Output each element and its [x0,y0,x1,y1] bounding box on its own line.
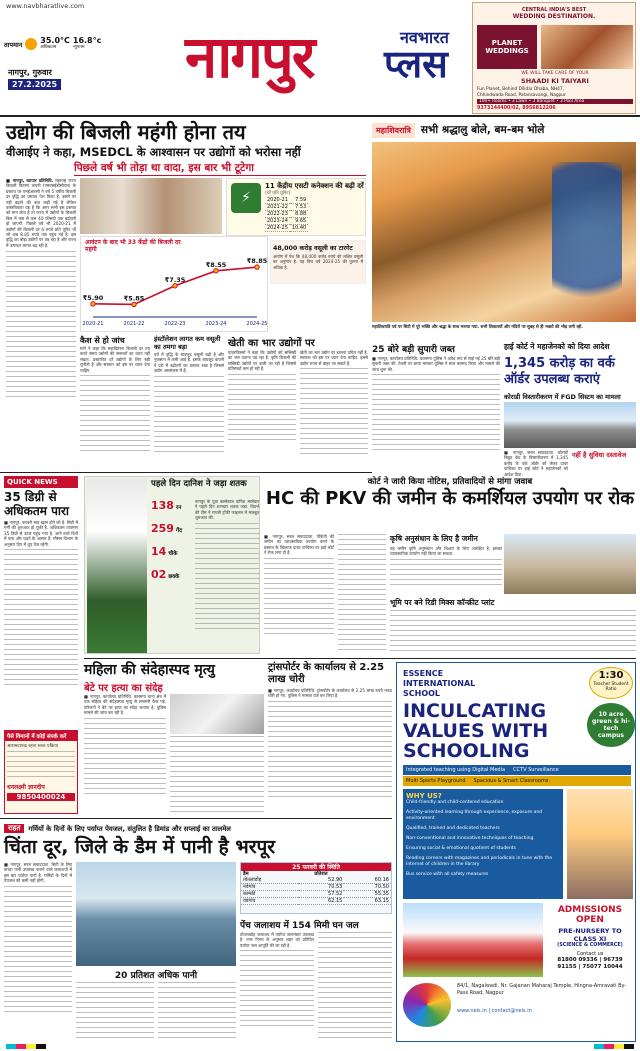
dam-cell-a: 62.15 [298,898,345,905]
cricket-stat-label: चौके [168,551,178,557]
cricket-text-block [195,499,259,649]
dam-table-row [241,884,391,891]
water-col4 [240,932,314,1042]
side2-text-block [154,352,224,470]
pkv-col2 [338,534,386,654]
transport-headline[interactable]: ट्रांसपोर्टर के कार्यालय से 2.25 लाख चोरी [268,662,385,685]
water-col3 [158,982,236,1042]
side2-text: दरों में वृद्धि के बावजूद वसूली बढ़ी है और नुकसान में कमी आई है. इसके बावजूद कंपनी ने दरों में बढ़ोतरी का प्रस्ताव रखा है जिससे उद्योग असमंजस में हैं. [154,352,224,374]
concrete-plant-photo [504,534,636,594]
ev-year: 2024-25 [267,225,288,231]
dam-cell-a: 57.52 [298,891,345,898]
ad-address-2: Chhindwada Road, Patansavangi, Nagpur [477,93,566,98]
rule-2 [84,658,636,659]
pkv-side-block [390,546,502,596]
lead-para-2: पिछले वर्ष भी 2020-21 में उद्योगों की बिजली दर 6 रुपये प्रति यूनिट थी जो अब 8.85 रुपये तक पहुंच गई है. इस वृद्धि का बोझ उद्योगों पर पड़ रहा है और राज्य में उत्पादन लागत बढ़ रही है. [6,221,77,248]
water-block [4,862,72,1042]
cricket-stat [151,568,191,581]
pipes-block [372,356,500,470]
ev-value: 7.59 [290,197,308,204]
ad-phone[interactable]: 9373144400/02, 8956812206 [477,106,556,111]
dam-cell-b: 60.16 [344,877,391,884]
pkv-fill [264,558,334,638]
school-web[interactable]: www.neis.in | contact@neis.in [457,1008,532,1014]
school-name-2: INTERNATIONAL [403,679,476,688]
death-headline[interactable]: महिला की संदेहास्पद मृत्यु [84,662,215,678]
pkv-side-text: यह जमीन कृषि अनुसंधान और शिक्षण के लिए आरक्षित है. इसका व्यावसायिक उपयोग नहीं किया जा सकता. [390,546,502,557]
transport-text: ■ नागपुर, कार्यालय प्रतिनिधि. ट्रांसपोर्टर के कार्यालय से 2.25 लाख रुपये नकद चोरी हो गए. पुलिस ने मामला दर्ज कर लिया है. [268,688,392,699]
ad-tagline2: SHAADI KI TAIYARI [521,77,589,85]
water-kicker-label: राहत [4,824,24,833]
rule-3 [0,818,392,819]
title-main: नागपुर [185,23,314,91]
temp-min-label: न्यूनतम [72,45,85,50]
box-col2-fill [300,368,368,456]
shiva-idol [552,162,622,322]
water-fill [4,886,72,1016]
school-name-3: SCHOOL [403,689,441,698]
pkv-headline[interactable]: HC की PKV की जमीन के कमर्शियल उपयोग पर रोक [265,488,635,509]
chart-value-label: ₹5.90 [82,293,104,302]
powerplant-photo [504,402,636,448]
cricket-text: नागपुर के युवा बल्लेबाज दानिश मालेवार ने पहले दिन शानदार शतक जड़ा. विदर्भ की टीम ने रणजी ट्रॉफी फाइनल में मजबूत शुरुआत की. [195,499,259,521]
quick-news-text: ■ नागपुर. फरवरी माह खत्म होने को है. सिटी में गर्मी की शुरुआत हो चुकी है. अधिकतम तापमान 35 डिग्री से ऊपर पहुंच गया है. आने वाले दिनों में पारा और चढ़ने के आसार हैं. मौसम विभाग के अनुसार दिन में धूप तेज रहेगी. [4,520,78,547]
dam-cell-dam: तोतलाडोह [241,877,298,884]
cricket-stat-number: 259 [151,522,174,535]
lead-meeting-photo [80,178,222,234]
wedding-ad[interactable] [472,2,636,114]
box-text-fill [228,374,296,444]
water-kicker: गर्मियों के दिनों के लिए पर्याप्त पेयजल, संतुलित है डिमांड और सप्लाई का तालमेल [28,824,231,833]
ev-year: 2022-23 [267,211,288,217]
death-fill [84,718,166,798]
death-col2 [170,736,264,814]
quick-news-label: QUICK NEWS [4,476,78,488]
school-big-1: INCULCATING [403,700,547,722]
chart-title: आवंटन के बाद भी 33 केंद्रों की बिजली दर महंगी [85,239,181,253]
ad-venue: PLANET WEDDINGS [477,25,537,69]
dam-cell-a: 52.90 [298,877,345,884]
ev-table-row [265,211,308,218]
cricket-stat [151,545,191,558]
why-us-item: Non-conventional and innovative techniques of teaching [406,836,534,841]
water-col2 [76,982,154,1042]
pkv-side2-fill [390,610,636,654]
school-tag-2: CCTV Surveillance [513,767,559,773]
chart-value-label: ₹7.35 [164,275,186,284]
side-text-fill [80,375,150,455]
ev-value: 10.40 [291,225,307,231]
why-us-box [403,789,563,899]
ev-value: 8.88 [290,211,308,218]
hc-sub: कोराडी विस्तारीकरण में FGD सिस्टम का मामला [504,393,621,401]
chart-point [214,269,218,273]
side-head: कैश से हो जांच [80,336,125,345]
box-text-block [228,350,296,470]
admissions-box [547,903,633,983]
lead-headline[interactable]: उद्योग की बिजली महंगी होना तय [6,120,246,144]
chart-tick-label: 2020-21 [82,321,104,327]
rate-chart [80,236,268,332]
admissions-stream: (SCIENCE & COMMERCE) [557,943,623,948]
school-tags-2 [403,776,631,786]
site-url[interactable]: www.navbharatlive.com [6,2,85,10]
cricket-headline[interactable]: पहले दिन दानिश ने जड़ा शतक [151,479,247,489]
lead-subhead: वीआईए ने कहा, MSEDCL के आश्वासन पर उद्योगों को भरोसा नहीं [6,145,301,159]
why-us-list [406,800,560,878]
cricket-stat [151,499,191,512]
shivratri-header [372,120,636,140]
side-text-block [80,346,150,470]
school-name-1: ESSENCE [403,669,444,678]
admissions-title: ADMISSIONS OPEN [557,905,623,925]
water-text: ■ नागपुर, सरल सवाददाता. सिटी के लिए कच्चा पानी उपलब्ध कराने वाले जलाशयों में इस बार पर्याप्त पानी है. गर्मियों के दिनों में पेयजल की कमी नहीं होगी. [4,862,72,884]
school-building-photo [403,903,543,977]
cricket-stat-number: 14 [151,545,167,558]
lead-para-1: महाराष्ट्र राज्य बिजली वितरण कंपनी (एमएसईडीसीएल) के प्रस्ताव पर एमईआरसी ने वर्ष 5 वर्षीय बिजली दर वृद्धि का प्रस्ताव पेश किया है. इसमें पर नहीं बढ़ाने की बात कही गई है लेकिन वास्तविकता यह है कि अगर सभी इस प्रस्ताव को मान लेता है तो राज्य में उद्योगों के बिजली बिल में कम से कम 40 फीसदी तक बढ़ोतरी हो जाएगी. [6,178,76,227]
title-plus: प्लस [384,42,448,86]
school-tags-1 [403,765,631,775]
admissions-classes: PRE-NURSERY TO CLASS XI [558,927,622,943]
pkv-text: ■ नागपुर, सरल सवाददाता. पीकेवी की जमीन का व्यावसायिक उपयोग करने के प्रस्ताव के खिलाफ दायर याचिका पर हाई कोर्ट ने रोक लगा दी है. [264,534,334,556]
water-col2-fill [76,982,154,1042]
chart-point [173,284,177,288]
target-box [270,240,366,284]
pkv-side-head: कृषि अनुसंधान के लिए है जमीन [390,534,478,543]
temp-min: 16.8°c [72,36,102,45]
ev-table-row [265,197,308,204]
shivratri-photo [372,142,636,322]
school-tag-4: Spacious & Smart Classrooms [473,778,549,784]
ev-table-row [265,218,308,225]
ad-brand-big: WEDDING DESTINATION. [512,13,596,20]
chart-tick-label: 2024-25 [246,321,268,327]
chart-value-label: ₹8.85 [246,257,268,266]
why-us-item: Activity-oriented learning through experience, exposure and environment [406,810,543,821]
pkv-side-fill [390,559,502,589]
death-block [84,694,166,814]
ev-value: 7.53 [290,204,308,211]
dam-cell-b: 63.15 [344,898,391,905]
school-logo [403,983,451,1027]
small-ad-phone[interactable]: 9850400024 [7,793,75,801]
quick-news-block [4,520,78,728]
ev-table [265,197,308,232]
water-headline[interactable]: चिंता दूर, जिले के डैम में पानी है भरपूर [4,836,276,858]
dam-cell-b: 55.35 [344,891,391,898]
cricket-stat-number: 02 [151,568,167,581]
water-col5 [318,932,392,1042]
transport-fill [268,701,392,801]
dam-cell-dam: वडगांव [241,898,298,905]
ad-address-1: Fun Planet, Behind Dilidar Dhaba, NH47, [477,87,564,92]
cricket-stat-label: छक्के [168,574,180,580]
box-text: पावरफिसरों ने कहा कि उद्योगों को सब्सिडी का भार उठाना पड़ रहा है. कृषि बिजली की सब्सिडी उद्योगों पर डाली जा रही है जिससे प्रतिस्पर्धा कम हो रही है. [228,350,296,372]
ad-tagline: WE WILL TAKE CARE OF YOUR [521,71,589,76]
pkv-kicker: कोर्ट ने जारी किया नोटिस, प्रतिवादियों से मांगा जवाब [367,477,533,487]
ev-title: 11 केंद्रीय एसटी कनेक्शन की बढ़ी दरें [265,182,364,190]
pkv-col2-fill [338,534,386,654]
ev-value: 9.65 [290,218,308,225]
campus-badge: 10 acre green & hi-tech campus [587,703,635,747]
pkv-side2-block [390,610,636,654]
quick-news-fill [4,549,78,689]
school-big-2: VALUES WITH [403,720,549,742]
water-col5-fill [318,932,392,1042]
ratio-value: 1:30 [598,670,624,681]
dam-table-head-percent: प्रतिशत [314,871,328,877]
temp-max: 35.0°C [40,36,70,45]
transport-block [268,688,392,814]
chart-value-label: ₹8.55 [205,260,227,269]
chart-tick-label: 2022-23 [164,321,186,327]
students-photo [567,789,633,899]
hc-kicker: हाई कोर्ट ने महाजेनको को दिया आदेश [504,342,610,351]
dam-photo-caption: 20 प्रतिशत अधिक पानी [114,971,198,981]
contact-phones[interactable]: 81800 09336 | 96739 91155 | 75077 10044 [557,957,623,970]
school-big-3: SCHOOLING [403,740,530,762]
small-ad-text: आरामदायक रहना सरल प्रक्रिया [7,744,58,749]
lead-byline: ■ नागपुर, व्यापार प्रतिनिधि. [6,178,54,183]
box-head: खेती का भार उद्योगों पर [228,338,315,349]
shivratri-tag: महाशिवरात्रि [372,123,415,138]
school-ad[interactable] [396,662,636,1042]
chart-svg [81,237,269,333]
ratio-label: Teacher Student Ratio [593,682,629,692]
chart-tick-label: 2023-24 [205,321,227,327]
water-kicker-row [4,822,392,834]
why-us-item: Ensuring social & emotional quotient of students [406,846,516,851]
cricket-stats [151,499,191,591]
water-col4-fill [240,950,314,1026]
masthead-rule [0,115,640,117]
target-title: 48,000 करोड़ वसूली का टारगेट [273,245,353,252]
shivratri-caption: महाशिवरात्रि पर्व पर सिटी में पूरे भक्ति और श्रद्धा के साथ मनाया गया. सभी शिवालयों और मंदिरों पर सुबह से ही भक्तों की भीड़ लगी रही. [372,324,583,329]
dam-table [241,871,391,905]
school-address: 84/1, Nagalwadi, Nr. Gajanan Maharaj Temple, Hingna-Amravati By-Pass Road, Nagpur [457,983,627,996]
side-text: मांगे ने कहा कि महावितरण बिजली दर तय करते समय उद्योगों की जरूरतों का ध्यान नहीं रखता. प्रस्तावित दरें उद्योगों के लिए बड़ी चुनौती हैं और सरकार को इस पर ध्यान देना चाहिए. [80,346,150,373]
chart-point [255,265,259,269]
hc-headline[interactable]: 1,345 करोड़ का वर्क ऑर्डर उपलब्ध कराएं [504,356,615,387]
rule-1 [0,472,372,473]
bottom-text: खेती का भार उद्योग पर डालना उचित नहीं है. सरकार को इस पर ध्यान देना चाहिए. इससे उद्योग राज्य से बाहर जा सकते हैं. [300,350,368,366]
hc-subhead: नहीं है सुविधा दस्तावेज [572,451,627,459]
chart-point [91,302,95,306]
ev-plug-icon: ⚡ [231,183,261,213]
temp-max-label: अधिकतम [40,45,57,50]
dam-table-row [241,891,391,898]
pipes-headline[interactable]: 25 बोरे बड़ी सुपारी जब्त [372,345,455,355]
why-us-item: Reading corners with magazines and periodicals in tune with the Internet of children in the library [406,856,552,867]
ev-table-row [265,225,308,232]
title-top: नवभारत [400,28,449,47]
dam-cell-a: 70.53 [298,884,345,891]
ev-box [226,178,366,236]
chart-tick-label: 2021-22 [123,321,145,327]
ratio-badge [589,667,633,699]
cricket-stat-label: रन [175,505,182,511]
ev-subtitle: (दरें प्रति यूनिट) [265,191,291,196]
cricket-stat [151,522,191,535]
small-ad-brand: धनलक्ष्मी ज्ञानदीप [7,784,45,791]
cricket-stat-number: 138 [151,499,174,512]
dam-table-row [241,898,391,905]
couple-photo [541,25,633,69]
why-us-title: WHY US? [406,792,442,800]
temp-label: तापमान [4,40,23,49]
school-tag-3: Multi Sports Playground [406,778,466,784]
chart-value-label: ₹5.85 [123,294,145,303]
why-us-item: Bus service with all safety measures [406,872,489,877]
shivratri-headline[interactable]: सभी श्रद्धालु बोले, बम-बम भोले [420,124,545,136]
small-ad-fill [7,751,75,781]
small-ad[interactable] [4,730,78,814]
why-us-item: Qualified, trained and dedicated teachers [406,826,500,831]
dam-cell-dam: कामठी [241,891,298,898]
lead-kicker: पिछले वर्ष भी तोड़ा था वादा, इस बार भी टूटेगा [74,161,366,176]
sun-icon [25,38,37,50]
death-sub: बेटे पर हत्या का संदेह [84,683,163,694]
death-photo [170,694,264,734]
death-text: ■ नागपुर, कार्यालय प्रतिनिधि. कलमना थाना क्षेत्र में एक महिला की संदेहास्पद मृत्यु से सनसनी फैल गई. परिजनों ने बेटे पर हत्या का संदेह जताया है. पुलिस मामले की जांच कर रही है. [84,694,166,716]
print-color-bar-right [594,1044,634,1049]
school-tag-1: Integrated teaching using Digital Media [406,767,506,773]
ev-year: 2021-22 [267,204,288,210]
cricket-stat-label: गेंद [175,528,182,534]
side2-head: इंस्टॉलेशन लागत कम वसूली का तमगा बड़ा [154,335,221,351]
cricket-fill [195,523,259,633]
target-text: आयोग में पेश कि 48,000 करोड़ रुपये की लक्षित वसूली का अनुमान है. यह वित्त वर्ष 2024-25 की तुलना में अधिक है. [273,254,363,270]
dam-table-title: 25 फरवरी की स्थिति [241,863,391,871]
dam-photo [76,862,236,966]
pipes-fill [372,374,500,454]
death-col2-fill [170,736,264,814]
dam-cell-b: 70.50 [344,884,391,891]
small-ad-title: पैसे विमानों में कोई संपर्क करें [5,731,77,741]
dam-cell-dam: नवेगांव [241,884,298,891]
ev-year: 2023-24 [267,218,288,224]
ad-brand-line: CENTRAL INDIA'S BEST [521,7,587,13]
lead-text-fill [6,251,76,401]
water-col3-fill [158,982,236,1042]
quick-news-headline[interactable]: 35 डिग्री से अधिकतम पारा [4,490,70,518]
water-text2: तोतलाडोह जलाशय में पर्याप्त जलभंडार उपलब्ध है. नगर निगम के अनुसार शहर को प्रतिदिन पर्याप्त जल आपूर्ति की जा रही है. [240,932,314,948]
side2-text-fill [154,376,224,454]
dam-table-head-dam: डैम [243,871,249,877]
hc-text: ■ नागपुर, सरल सवाददाता. कोराडी विद्युत केंद्र के विस्तारीकरण में 1,345 करोड़ के वर्क ऑर्डर को लेकर दायर याचिका पर हाई कोर्ट ने महाजेनको को आदेश दिया. [504,450,568,477]
why-us-item: Child-friendly and child-centered education [406,800,504,805]
pkv-block [264,534,334,654]
ev-year: 2020-21 [267,197,288,203]
pipes-text: ■ नागपुर, कार्यालय प्रतिनिधि. कलमना पुलिस ने अवैध रूप से लाई गई 25 बोरे बड़ी सुपारी जब्त की. टेकरी पर छापा मारकर पुलिस ने माल बरामद किया और मामले की जांच शुरू की. [372,356,500,372]
date-badge: 27.2.2025 [8,79,61,90]
ev-table-row [265,204,308,211]
weather-box [4,36,144,52]
cricket-box [84,476,260,654]
water-subhead: पेंच जलाशय में 154 मिमी घन जल [240,921,359,931]
chart-point [132,302,136,306]
dam-table-box [240,862,392,914]
ad-features: 100+ Rooms • 3 Lawn • 3 Banquet • 3 Pool Area [477,99,633,104]
print-color-bar-left [6,1044,46,1049]
lead-body-col1 [6,178,76,470]
pkv-side-head2: भूमि पर बने रिडी मिक्स कॉन्क्रीट प्लांट [390,598,495,607]
box-text-col2 [300,350,368,470]
city-day: नागपुर, गुरुवार [8,68,52,77]
cricketer-photo [87,479,147,653]
contact-label: Contact us [576,951,604,957]
